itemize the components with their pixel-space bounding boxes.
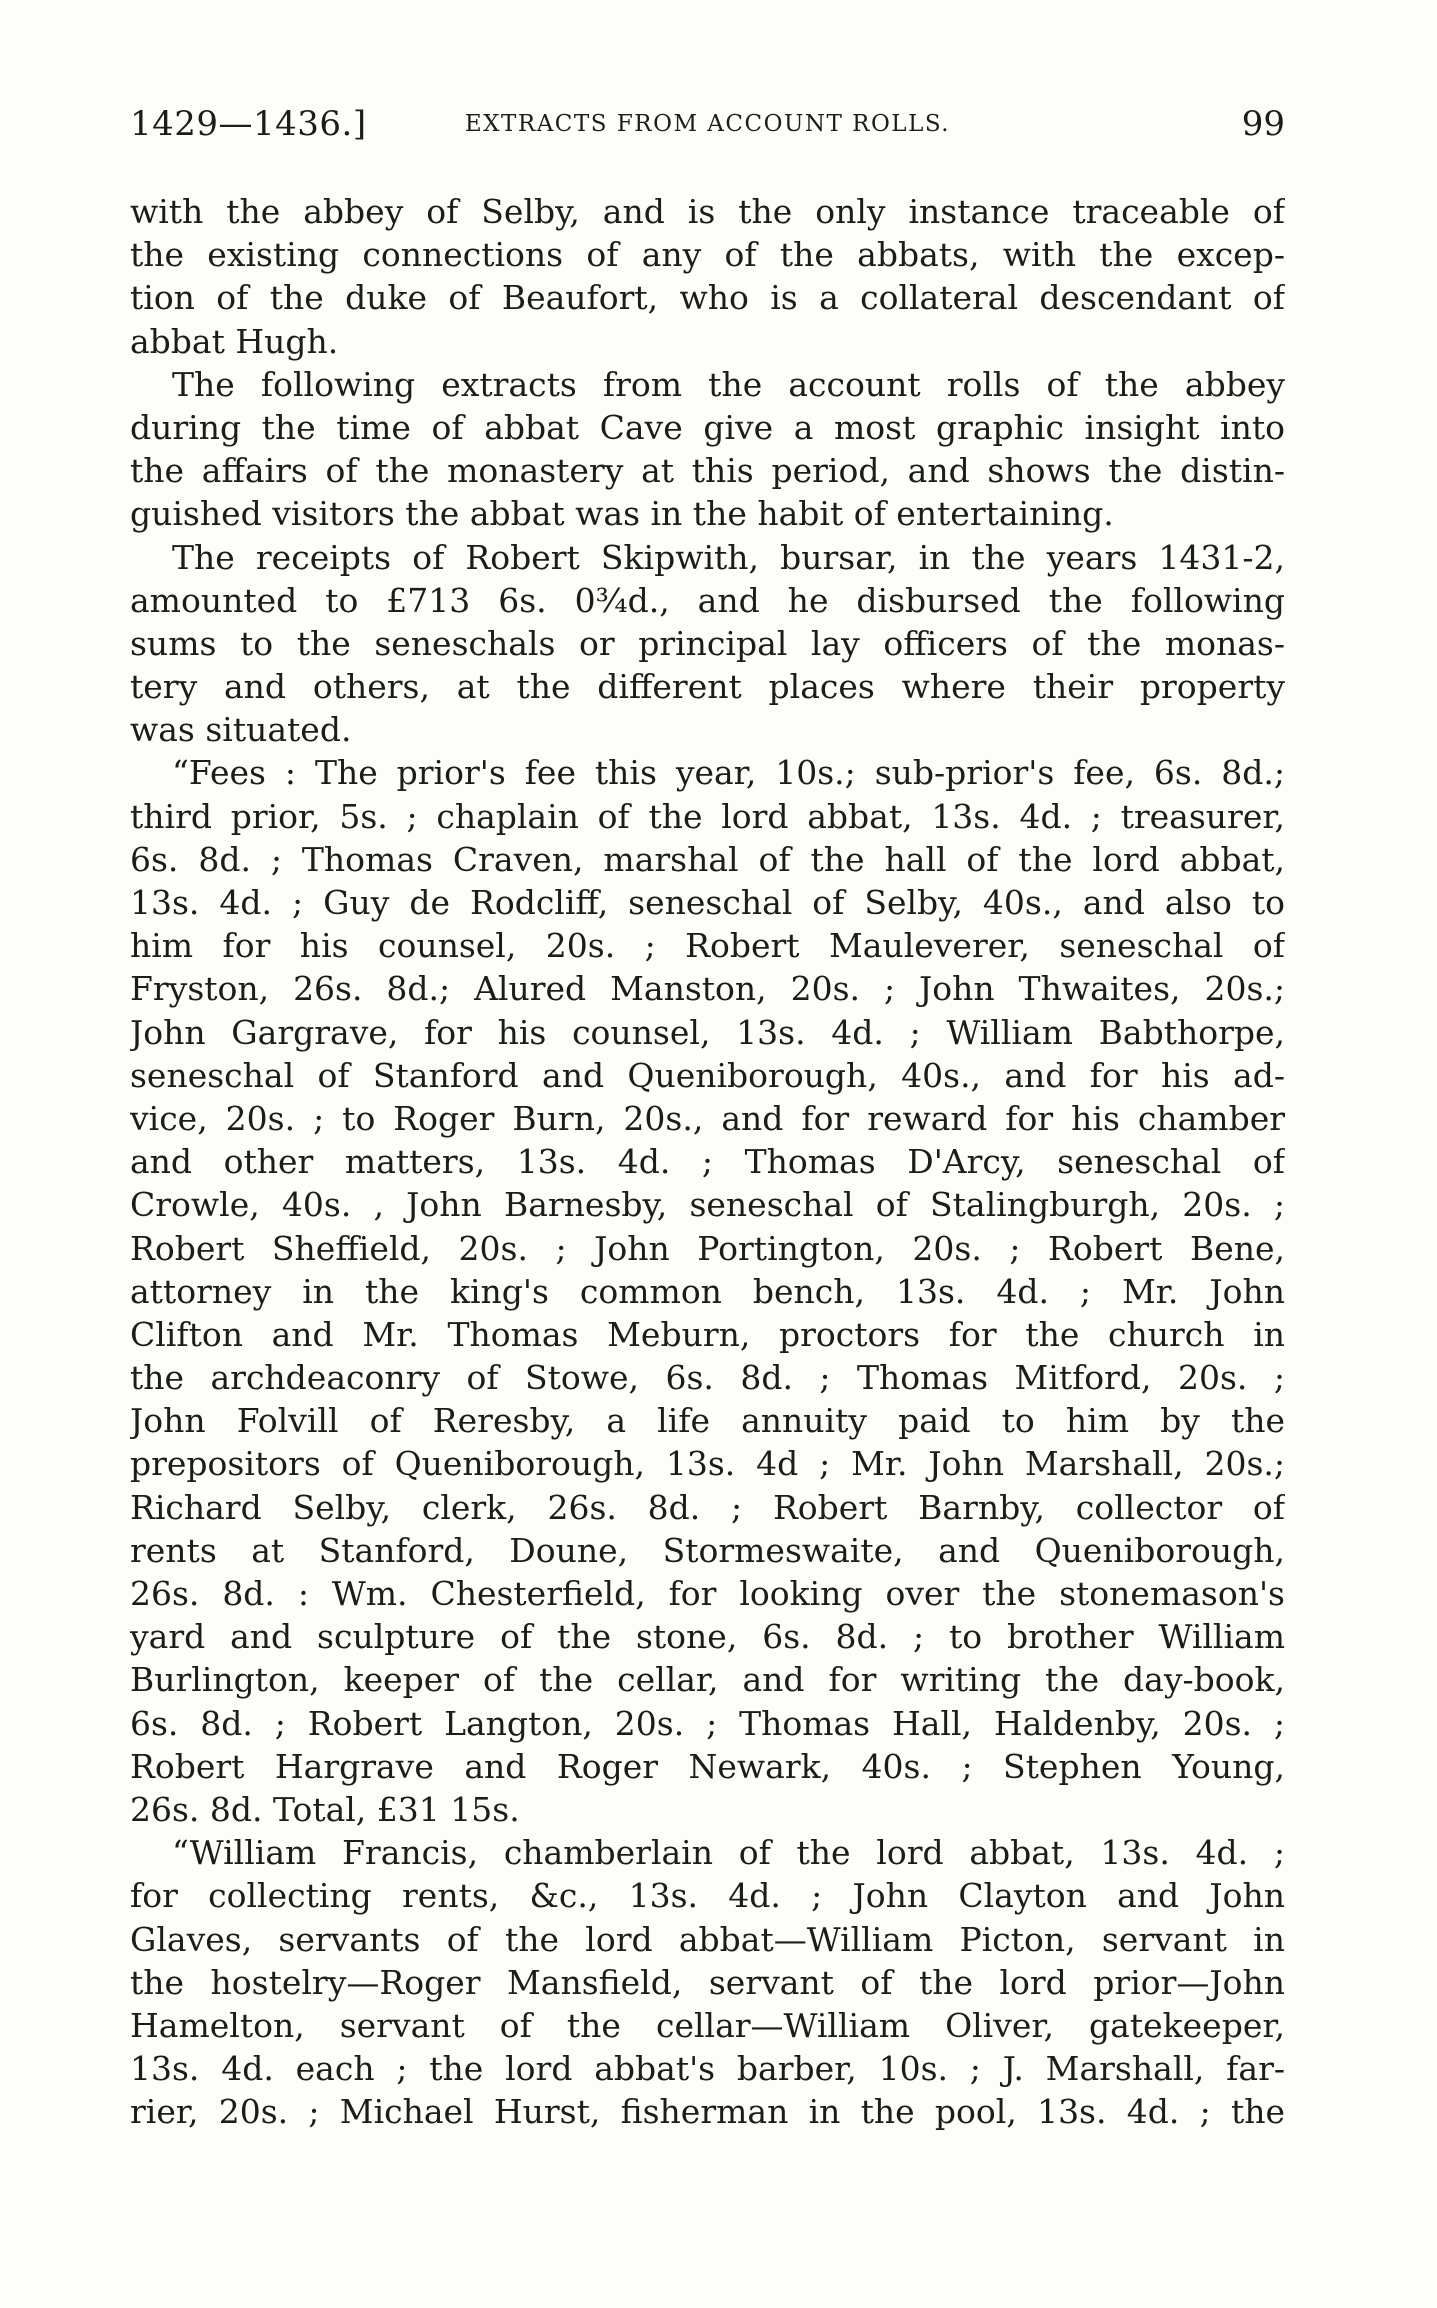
text-line: Clifton and Mr. Thomas Meburn, proctors for the church in (130, 1314, 1285, 1354)
text-line: Robert Hargrave and Roger Newark, 40s. ; Stephen Young, (130, 1746, 1285, 1786)
text-line: amounted to £713 6s. 0¾d., and he disbursed the following (130, 580, 1285, 620)
text-line: the archdeaconry of Stowe, 6s. 8d. ; Thomas Mitford, 20s. ; (130, 1358, 1285, 1398)
text-line: with the abbey of Selby, and is the only instance traceable of (130, 192, 1285, 231)
text-line: sums to the seneschals or principal lay officers of the monas- (130, 623, 1285, 663)
text-line: was situated. (130, 710, 352, 750)
text-line: vice, 20s. ; to Roger Burn, 20s., and for reward for his chamber (130, 1098, 1285, 1138)
page-number: 99 (1241, 104, 1285, 144)
text-line: The following extracts from the account rolls of the abbey (172, 364, 1285, 404)
text-line: rier, 20s. ; Michael Hurst, fisherman in the pool, 13s. 4d. ; the (130, 2092, 1285, 2132)
text-line: abbat Hugh. (130, 321, 339, 361)
text-line: seneschal of Stanford and Queniborough, 40s., and for his ad- (130, 1055, 1285, 1095)
text-line: Richard Selby, clerk, 26s. 8d. ; Robert Barnby, collector of (130, 1487, 1285, 1527)
text-line: The receipts of Robert Skipwith, bursar, in the years 1431-2, (172, 537, 1285, 577)
text-line: John Folvill of Reresby, a life annuity paid to him by the (130, 1401, 1285, 1441)
paragraph (130, 1831, 1285, 2133)
text-line: the existing connections of any of the abbats, with the excep- (130, 235, 1285, 275)
text-line: 6s. 8d. ; Thomas Craven, marshal of the hall of the lord abbat, (130, 839, 1285, 879)
text-line: Fryston, 26s. 8d.; Alured Manston, 20s. ; John Thwaites, 20s.; (130, 969, 1285, 1009)
text-line: 26s. 8d. Total, £31 15s. (130, 1789, 520, 1829)
text-line: Glaves, servants of the lord abbat—William Picton, servant in (130, 1919, 1285, 1959)
text-line: “Fees : The prior's fee this year, 10s.; sub-prior's fee, 6s. 8d.; (172, 753, 1285, 793)
text-line: third prior, 5s. ; chaplain of the lord abbat, 13s. 4d. ; treasurer, (130, 796, 1285, 836)
text-line: the hostelry—Roger Mansfield, servant of the lord prior—John (130, 1962, 1285, 2002)
text-line: 13s. 4d. ; Guy de Rodcliff, seneschal of Selby, 40s., and also to (130, 883, 1285, 922)
text-line: Robert Sheffield, 20s. ; John Portington, 20s. ; Robert Bene, (130, 1228, 1285, 1268)
text-line: and other matters, 13s. 4d. ; Thomas D'Arcy, seneschal of (130, 1142, 1285, 1182)
text-line: “William Francis, chamberlain of the lord abbat, 13s. 4d. ; (172, 1833, 1285, 1873)
text-line: tion of the duke of Beaufort, who is a collateral descendant of (130, 278, 1285, 318)
running-head-date-range: 1429—1436.] (130, 104, 367, 144)
text-line: Crowle, 40s. , John Barnesby, seneschal of Stalingburgh, 20s. ; (130, 1185, 1285, 1225)
text-line: 6s. 8d. ; Robert Langton, 20s. ; Thomas Hall, Haldenby, 20s. ; (130, 1703, 1285, 1743)
paragraph (130, 751, 1285, 1831)
text-line: rents at Stanford, Doune, Stormeswaite, and Queniborough, (130, 1530, 1285, 1570)
text-line: 13s. 4d. each ; the lord abbat's barber, 10s. ; J. Marshall, far- (130, 2049, 1285, 2089)
body-text (130, 190, 1285, 2133)
text-line: yard and sculpture of the stone, 6s. 8d. ; to brother William (130, 1617, 1285, 1657)
text-line: Hamelton, servant of the cellar—William Oliver, gatekeeper, (130, 2005, 1285, 2045)
text-line: Burlington, keeper of the cellar, and for writing the day-book, (130, 1660, 1285, 1700)
paragraph (130, 363, 1285, 536)
text-line: attorney in the king's common bench, 13s. 4d. ; Mr. John (130, 1271, 1285, 1311)
text-line: the affairs of the monastery at this period, and shows the distin- (130, 451, 1285, 491)
text-line: him for his counsel, 20s. ; Robert Mauleverer, seneschal of (130, 926, 1285, 966)
paragraph (130, 536, 1285, 752)
text-line: for collecting rents, &c., 13s. 4d. ; John Clayton and John (130, 1876, 1285, 1916)
running-head (130, 100, 1285, 148)
text-line: during the time of abbat Cave give a most graphic insight into (130, 407, 1285, 447)
text-line: 26s. 8d. : Wm. Chesterfield, for looking over the stonemason's (130, 1574, 1285, 1613)
text-line: tery and others, at the different places where their property (130, 667, 1285, 707)
running-head-title: EXTRACTS FROM ACCOUNT ROLLS. (464, 111, 951, 137)
paragraph (130, 190, 1285, 363)
text-line: guished visitors the abbat was in the habit of entertaining. (130, 494, 1114, 534)
text-line: prepositors of Queniborough, 13s. 4d ; Mr. John Marshall, 20s.; (130, 1444, 1285, 1484)
text-line: John Gargrave, for his counsel, 13s. 4d. ; William Babthorpe, (130, 1012, 1285, 1052)
